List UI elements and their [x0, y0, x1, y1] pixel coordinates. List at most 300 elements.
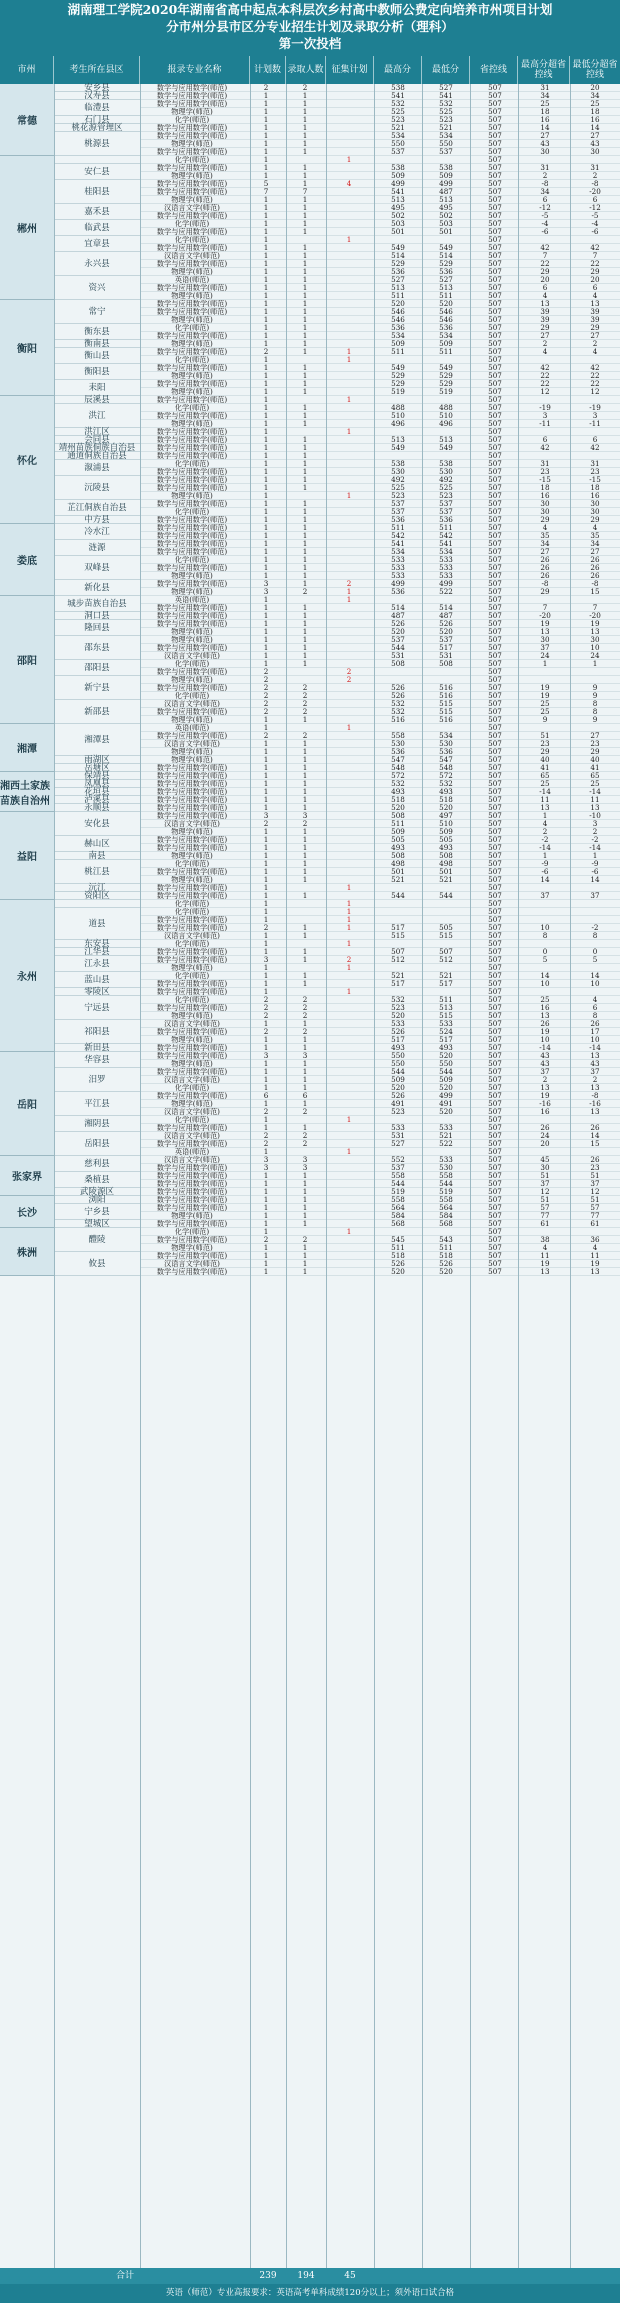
excess-cell	[328, 652, 370, 660]
major-cell: 数学与应用数学(师范)	[156, 772, 228, 780]
min-over-cell: 13	[590, 804, 600, 812]
control-line-cell: 507	[488, 1220, 502, 1228]
max-over-cell: 3	[542, 412, 548, 420]
plan-cell: 1	[263, 964, 269, 972]
control-line-cell: 507	[488, 308, 502, 316]
county-label: 宜章县	[54, 236, 140, 252]
excess-cell	[328, 1012, 370, 1020]
major-cell: 数学与应用数学(师范)	[156, 444, 228, 452]
table-row	[140, 332, 620, 340]
min-over-cell: -2	[591, 924, 599, 932]
min-over-cell	[572, 428, 618, 436]
max-over-cell: 18	[540, 484, 550, 492]
enrolled-cell: 1	[302, 524, 308, 532]
min-score-cell: 584	[439, 1212, 453, 1220]
max-score-cell: 523	[391, 116, 405, 124]
excess-cell	[328, 1260, 370, 1268]
max-score-cell: 530	[391, 468, 405, 476]
max-score-cell: 525	[391, 484, 405, 492]
excess-cell	[328, 1036, 370, 1044]
plan-cell: 1	[263, 1252, 269, 1260]
control-line-cell: 507	[488, 876, 502, 884]
min-over-cell: 4	[592, 524, 598, 532]
table-row	[140, 884, 620, 892]
table-row	[140, 1060, 620, 1068]
enrolled-cell	[288, 884, 322, 892]
max-over-cell	[522, 1148, 568, 1156]
max-score-cell	[376, 676, 420, 684]
major-cell: 数学与应用数学(师范)	[156, 364, 228, 372]
excess-cell	[328, 100, 370, 108]
control-line-cell: 507	[488, 1172, 502, 1180]
grid-line	[422, 84, 423, 2268]
max-score-cell: 541	[391, 188, 405, 196]
table-row	[140, 700, 620, 708]
max-score-cell: 517	[391, 924, 405, 932]
max-score-cell	[376, 452, 420, 460]
max-over-cell: 39	[540, 308, 550, 316]
max-score-cell: 537	[391, 508, 405, 516]
max-over-cell: 61	[540, 1220, 550, 1228]
major-cell: 物理学(师范)	[171, 292, 213, 300]
max-over-cell: 26	[540, 1020, 550, 1028]
control-line-cell: 507	[488, 852, 502, 860]
min-score-cell: 493	[439, 788, 453, 796]
enrolled-cell: 1	[302, 572, 308, 580]
min-over-cell: 26	[590, 556, 600, 564]
excess-cell: 1	[346, 884, 352, 892]
major-cell: 数学与应用数学(师范)	[156, 948, 228, 956]
control-line-cell: 507	[488, 1156, 502, 1164]
max-score-cell: 532	[391, 780, 405, 788]
excess-cell	[328, 204, 370, 212]
major-cell: 英语(师范)	[174, 596, 210, 604]
min-over-cell: 4	[592, 292, 598, 300]
table-row	[140, 180, 620, 188]
min-score-cell: 538	[439, 460, 453, 468]
max-score-cell: 537	[391, 500, 405, 508]
max-score-cell: 544	[391, 644, 405, 652]
excess-cell	[328, 1092, 370, 1100]
excess-cell	[328, 292, 370, 300]
county-label: 洞口县	[54, 612, 140, 620]
min-score-cell: 496	[439, 420, 453, 428]
excess-cell: 1	[346, 988, 352, 996]
major-cell: 汉语言文学(师范)	[164, 1132, 220, 1140]
table-row	[140, 812, 620, 820]
table-row	[140, 564, 620, 572]
max-over-cell: 16	[540, 116, 550, 124]
max-score-cell: 534	[391, 332, 405, 340]
enrolled-cell: 1	[302, 484, 308, 492]
max-score-cell: 532	[391, 700, 405, 708]
min-over-cell: 12	[590, 388, 600, 396]
min-score-cell: 503	[439, 220, 453, 228]
enrolled-cell: 2	[302, 700, 308, 708]
max-over-cell: 22	[540, 372, 550, 380]
max-over-cell	[522, 396, 568, 404]
total-plan: 239	[259, 2271, 277, 2281]
min-over-cell: 65	[590, 772, 600, 780]
table-row	[140, 284, 620, 292]
max-score-cell	[376, 236, 420, 244]
table-row	[140, 380, 620, 388]
plan-cell: 5	[263, 180, 269, 188]
min-score-cell: 544	[439, 892, 453, 900]
plan-cell: 1	[263, 396, 269, 404]
min-over-cell: 37	[590, 892, 600, 900]
min-score-cell: 534	[439, 332, 453, 340]
control-line-cell: 507	[488, 828, 502, 836]
max-over-cell: 14	[540, 124, 550, 132]
excess-cell	[328, 460, 370, 468]
plan-cell: 1	[263, 612, 269, 620]
enrolled-cell: 1	[302, 444, 308, 452]
max-score-cell: 532	[391, 996, 405, 1004]
control-line-cell: 507	[488, 412, 502, 420]
table-row	[140, 540, 620, 548]
min-score-cell: 521	[439, 124, 453, 132]
table-row	[140, 876, 620, 884]
plan-cell: 1	[263, 988, 269, 996]
control-line-cell: 507	[488, 172, 502, 180]
enrolled-cell: 1	[302, 1220, 308, 1228]
max-score-cell: 520	[391, 804, 405, 812]
max-score-cell: 545	[391, 1236, 405, 1244]
control-line-cell: 507	[488, 508, 502, 516]
max-over-cell: 34	[540, 540, 550, 548]
major-cell: 物理学(师范)	[171, 748, 213, 756]
major-cell: 化学(师范)	[174, 324, 210, 332]
max-score-cell	[376, 908, 420, 916]
table-row	[140, 996, 620, 1004]
excess-cell	[328, 1212, 370, 1220]
header-min: 最低分	[422, 56, 470, 84]
min-over-cell: 61	[590, 1220, 600, 1228]
excess-cell: 1	[346, 908, 352, 916]
control-line-cell: 507	[488, 980, 502, 988]
max-over-cell: -15	[539, 476, 551, 484]
excess-cell	[328, 1044, 370, 1052]
min-score-cell: 515	[439, 1012, 453, 1020]
min-over-cell: 4	[592, 996, 598, 1004]
table-row	[140, 1188, 620, 1196]
min-over-cell: 20	[590, 84, 600, 92]
major-cell: 汉语言文学(师范)	[164, 1156, 220, 1164]
min-over-cell: 11	[590, 1252, 600, 1260]
major-cell: 数学与应用数学(师范)	[156, 1204, 228, 1212]
min-over-cell: 16	[590, 116, 600, 124]
min-over-cell: 23	[590, 1164, 600, 1172]
major-cell: 数学与应用数学(师范)	[156, 212, 228, 220]
min-over-cell: -16	[589, 1100, 601, 1108]
control-line-cell: 507	[488, 780, 502, 788]
plan-cell: 1	[263, 804, 269, 812]
control-line-cell: 507	[488, 572, 502, 580]
excess-cell	[328, 1100, 370, 1108]
control-line-cell: 507	[488, 1196, 502, 1204]
control-line-cell: 507	[488, 108, 502, 116]
max-over-cell: 22	[540, 260, 550, 268]
city-label: 张家界	[0, 1156, 54, 1196]
excess-cell: 1	[346, 492, 352, 500]
min-score-cell: 530	[439, 468, 453, 476]
plan-cell: 1	[263, 484, 269, 492]
max-over-cell: -14	[539, 1044, 551, 1052]
min-over-cell: 19	[590, 620, 600, 628]
max-score-cell: 491	[391, 1100, 405, 1108]
enrolled-cell: 1	[302, 1068, 308, 1076]
max-over-cell: 12	[540, 1188, 550, 1196]
major-cell: 数学与应用数学(师范)	[156, 804, 228, 812]
excess-cell	[328, 1084, 370, 1092]
table-row	[140, 348, 620, 356]
min-score-cell: 505	[439, 836, 453, 844]
max-score-cell: 533	[391, 556, 405, 564]
min-over-cell: 2	[592, 828, 598, 836]
city-label: 衡阳	[0, 300, 54, 396]
control-line-cell: 507	[488, 708, 502, 716]
enrolled-cell: 2	[302, 1028, 308, 1036]
table-row	[140, 484, 620, 492]
min-score-cell: 525	[439, 484, 453, 492]
county-label: 双峰县	[54, 556, 140, 580]
min-over-cell	[572, 236, 618, 244]
table-row	[140, 732, 620, 740]
max-score-cell	[376, 940, 420, 948]
table-row	[140, 164, 620, 172]
excess-cell	[328, 1180, 370, 1188]
max-score-cell: 517	[391, 1036, 405, 1044]
plan-cell: 1	[263, 1060, 269, 1068]
county-label: 汨罗	[54, 1068, 140, 1092]
county-label: 凤凰县	[54, 780, 140, 788]
min-score-cell: 511	[439, 292, 453, 300]
max-over-cell: 37	[540, 1180, 550, 1188]
plan-cell: 1	[263, 364, 269, 372]
county-label: 邵阳县	[54, 660, 140, 676]
enrolled-cell: 1	[302, 500, 308, 508]
max-over-cell: 6	[542, 196, 548, 204]
excess-cell	[328, 1236, 370, 1244]
control-line-cell: 507	[488, 1044, 502, 1052]
control-line-cell: 507	[488, 1036, 502, 1044]
max-over-cell: 40	[540, 756, 550, 764]
min-score-cell	[424, 452, 468, 460]
enrolled-cell: 1	[302, 100, 308, 108]
min-over-cell: -11	[589, 420, 601, 428]
county-label: 桃源县	[54, 132, 140, 156]
min-score-cell: 537	[439, 636, 453, 644]
major-cell: 数学与应用数学(师范)	[156, 1252, 228, 1260]
min-over-cell: 35	[590, 532, 600, 540]
control-line-cell: 507	[488, 316, 502, 324]
max-over-cell: 19	[540, 684, 550, 692]
enrolled-cell	[288, 356, 322, 364]
table-row	[140, 892, 620, 900]
min-over-cell: 7	[592, 252, 598, 260]
min-score-cell: 493	[439, 1044, 453, 1052]
min-over-cell: 18	[590, 484, 600, 492]
excess-cell	[328, 1244, 370, 1252]
control-line-cell: 507	[488, 1236, 502, 1244]
enrolled-cell: 3	[302, 1164, 308, 1172]
county-label: 泸溪县	[54, 796, 140, 804]
min-over-cell: -10	[589, 812, 601, 820]
enrolled-cell: 2	[302, 1132, 308, 1140]
plan-cell: 1	[263, 1116, 269, 1124]
city-label: 怀化	[0, 396, 54, 524]
major-cell: 化学(师范)	[174, 460, 210, 468]
table-header	[0, 56, 620, 84]
min-score-cell: 544	[439, 1068, 453, 1076]
control-line-cell: 507	[488, 364, 502, 372]
min-over-cell: 13	[590, 1084, 600, 1092]
excess-cell: 1	[346, 1116, 352, 1124]
control-line-cell: 507	[488, 140, 502, 148]
major-cell: 化学(师范)	[174, 692, 210, 700]
max-over-cell	[522, 236, 568, 244]
county-label: 江永县	[54, 956, 140, 972]
table-row	[140, 780, 620, 788]
min-over-cell	[572, 356, 618, 364]
plan-cell: 1	[263, 436, 269, 444]
table-row	[140, 908, 620, 916]
max-score-cell: 493	[391, 844, 405, 852]
control-line-cell: 507	[488, 1140, 502, 1148]
enrolled-cell: 1	[302, 196, 308, 204]
enrolled-cell: 2	[302, 1140, 308, 1148]
max-over-cell	[522, 596, 568, 604]
max-score-cell: 537	[391, 636, 405, 644]
min-score-cell: 492	[439, 476, 453, 484]
excess-cell	[328, 452, 370, 460]
major-cell: 数学与应用数学(师范)	[156, 684, 228, 692]
min-score-cell: 546	[439, 316, 453, 324]
max-score-cell: 533	[391, 1020, 405, 1028]
min-over-cell: 43	[590, 140, 600, 148]
county-label: 宁乡县	[54, 1204, 140, 1220]
max-score-cell: 501	[391, 228, 405, 236]
major-cell: 数学与应用数学(师范)	[156, 1164, 228, 1172]
enrolled-cell: 1	[302, 860, 308, 868]
control-line-cell: 507	[488, 788, 502, 796]
max-score-cell: 498	[391, 860, 405, 868]
enrolled-cell	[288, 396, 322, 404]
max-over-cell	[522, 356, 568, 364]
plan-cell: 3	[263, 1052, 269, 1060]
major-cell: 英语(师范)	[174, 276, 210, 284]
major-cell: 数学与应用数学(师范)	[156, 780, 228, 788]
control-line-cell: 507	[488, 1164, 502, 1172]
max-over-cell	[522, 940, 568, 948]
min-over-cell: 4	[592, 1244, 598, 1252]
excess-cell	[328, 796, 370, 804]
max-over-cell: 31	[540, 460, 550, 468]
enrolled-cell: 2	[302, 588, 308, 596]
major-cell: 数学与应用数学(师范)	[156, 1180, 228, 1188]
min-score-cell: 518	[439, 796, 453, 804]
enrolled-cell: 3	[302, 1052, 308, 1060]
plan-cell: 1	[263, 316, 269, 324]
max-over-cell: 30	[540, 148, 550, 156]
min-over-cell	[572, 156, 618, 164]
county-label: 新宁县	[54, 676, 140, 700]
enrolled-cell: 1	[302, 292, 308, 300]
enrolled-cell: 1	[302, 300, 308, 308]
excess-cell	[328, 1268, 370, 1276]
excess-cell	[328, 508, 370, 516]
control-line-cell: 507	[488, 1012, 502, 1020]
excess-cell	[328, 140, 370, 148]
max-score-cell: 541	[391, 92, 405, 100]
control-line-cell: 507	[488, 92, 502, 100]
control-line-cell: 507	[488, 660, 502, 668]
plan-cell: 1	[263, 1172, 269, 1180]
table-row	[140, 220, 620, 228]
min-score-cell: 511	[439, 996, 453, 1004]
max-score-cell: 496	[391, 420, 405, 428]
min-score-cell: 516	[439, 692, 453, 700]
max-score-cell	[376, 668, 420, 676]
max-score-cell: 564	[391, 1204, 405, 1212]
major-cell: 物理学(师范)	[171, 340, 213, 348]
county-label: 洪江区	[54, 428, 140, 436]
enrolled-cell: 1	[302, 828, 308, 836]
max-over-cell: 18	[540, 108, 550, 116]
min-over-cell	[572, 724, 618, 732]
report-round: 第一次投档	[278, 36, 342, 51]
plan-cell: 1	[263, 948, 269, 956]
enrolled-cell: 1	[302, 748, 308, 756]
table-row	[140, 172, 620, 180]
max-score-cell	[376, 396, 420, 404]
table-row	[140, 1108, 620, 1116]
plan-cell: 1	[263, 892, 269, 900]
min-over-cell	[572, 988, 618, 996]
footer-note: 英语（师范）专业高报要求：英语高考单科成绩120分以上；须外语口试合格	[0, 2284, 620, 2303]
table-row	[140, 268, 620, 276]
plan-cell: 1	[263, 836, 269, 844]
min-over-cell: 26	[590, 564, 600, 572]
control-line-cell: 507	[488, 676, 502, 684]
excess-cell	[328, 132, 370, 140]
control-line-cell: 507	[488, 284, 502, 292]
max-score-cell: 549	[391, 244, 405, 252]
table-row	[140, 1100, 620, 1108]
max-over-cell: 34	[540, 188, 550, 196]
control-line-cell: 507	[488, 804, 502, 812]
table-row	[140, 132, 620, 140]
min-over-cell: -14	[589, 1044, 601, 1052]
table-row	[140, 1076, 620, 1084]
control-line-cell: 507	[488, 372, 502, 380]
plan-cell: 1	[263, 500, 269, 508]
min-score-cell: 536	[439, 324, 453, 332]
max-score-cell: 529	[391, 372, 405, 380]
min-score-cell: 546	[439, 308, 453, 316]
major-cell: 数学与应用数学(师范)	[156, 1268, 228, 1276]
table-row	[140, 1260, 620, 1268]
control-line-cell: 507	[488, 1108, 502, 1116]
max-score-cell: 519	[391, 388, 405, 396]
max-over-cell: -5	[541, 212, 549, 220]
table-row	[140, 916, 620, 924]
plan-cell: 6	[263, 1092, 269, 1100]
table-row	[140, 588, 620, 596]
excess-cell	[328, 1252, 370, 1260]
table-row	[140, 980, 620, 988]
